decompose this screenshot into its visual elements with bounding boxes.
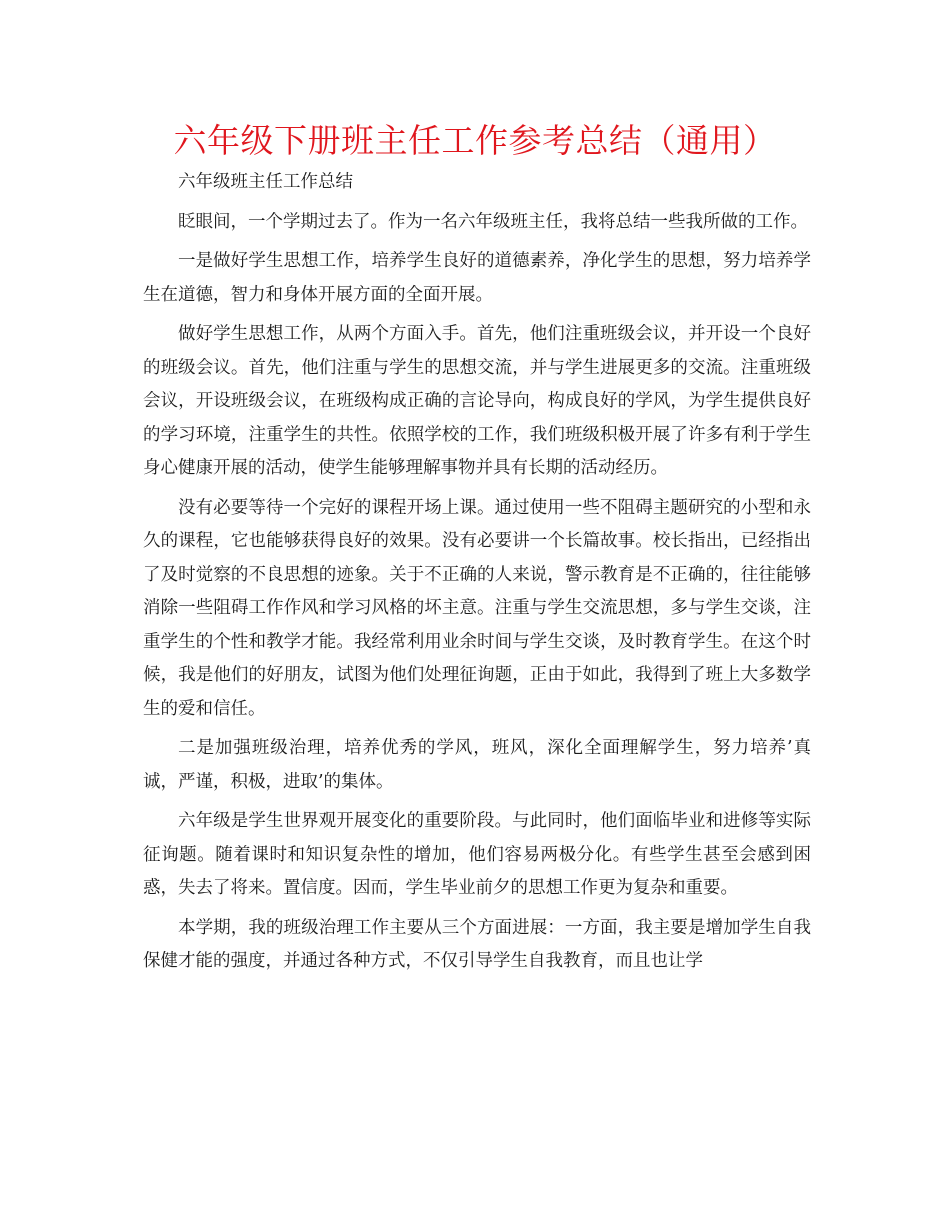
paragraph: 六年级班主任工作总结 xyxy=(178,172,353,192)
document-title: 六年级下册班主任工作参考总结（通用） xyxy=(173,121,777,160)
paragraph: 眨眼间，一个学期过去了。作为一名六年级班主任，我将总结一些我所做的工作。 xyxy=(178,211,808,232)
paragraph: 六年级是学生世界观开展变化的重要阶段。与此同时，他们面临毕业和进修等实际征询题。随着课时和知识复杂性的增加，他们容易两极分化。有些学生甚至会感到困惑，失去了将来。置信度。因而，学生毕业前夕的思想工作更为复杂和重要。 xyxy=(143,811,811,898)
paragraph: 一是做好学生思想工作，培养学生良好的道德素养，净化学生的思想，努力培养学生在道德，智力和身体开展方面的全面开展。 xyxy=(143,251,811,305)
paragraph: 本学期，我的班级治理工作主要从三个方面进展：一方面，我主要是增加学生自我保健才能的强度，并通过各种方式，不仅引导学生自我教育，而且也让学 xyxy=(143,917,811,971)
paragraph: 二是加强班级治理，培养优秀的学风，班风，深化全面理解学生，努力培养’真诚，严谨，积极，进取’的集体。 xyxy=(143,738,811,792)
paragraph: 做好学生思想工作，从两个方面入手。首先，他们注重班级会议，并开设一个良好的班级会议。首先，他们注重与学生的思想交流，并与学生进展更多的交流。注重班级会议，开设班级会议，在班级构成正确的言论导向，构成良好的学风，为学生提供良好的学习环境，注重学生的共性。依照学校的工作，我们班级积极开展了许多有利于学生身心健康开展的活动，使学生能够理解事物并具有长期的活动经历。 xyxy=(143,324,811,478)
document-body xyxy=(143,166,811,985)
paragraph: 没有必要等待一个完好的课程开场上课。通过使用一些不阻碍主题研究的小型和永久的课程，它也能够获得良好的效果。没有必要讲一个长篇故事。校长指出，已经指出了及时觉察的不良思想的迹象。关于不正确的人来说，警示教育是不正确的，往往能够消除一些阻碍工作作风和学习风格的坏主意。注重与学生交流思想，多与学生交谈，注重学生的个性和教学才能。我经常利用业余时间与学生交谈，及时教育学生。在这个时候，我是他们的好朋友，试图为他们处理征询题，正由于如此，我得到了班上大多数学生的爱和信任。 xyxy=(143,497,811,719)
